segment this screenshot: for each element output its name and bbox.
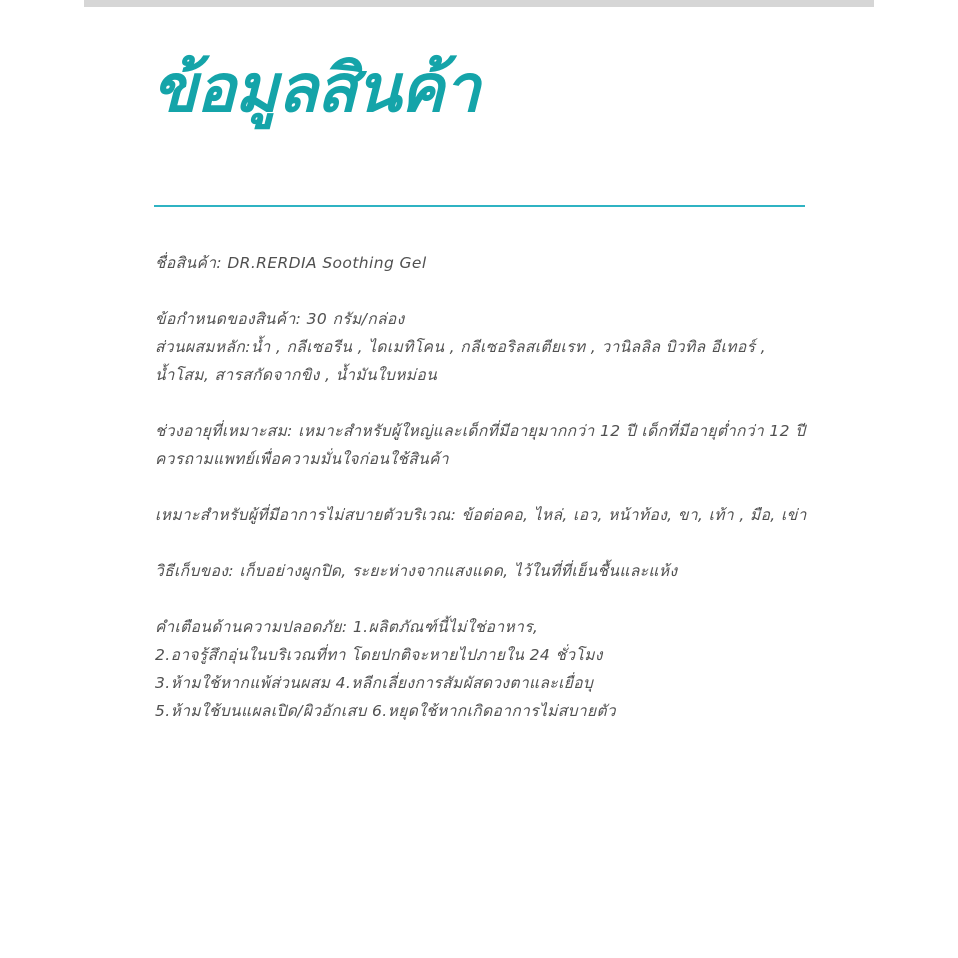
- specification-label: ข้อกำหนดของสินค้า:: [155, 310, 302, 328]
- warnings-section: [155, 613, 820, 725]
- storage-label: วิธีเก็บของ:: [155, 562, 234, 580]
- warnings-label: คำเตือนด้านความปลอดภัย:: [155, 618, 348, 636]
- title-divider: [154, 205, 805, 207]
- product-name-label: ชื่อสินค้า:: [155, 254, 222, 272]
- page-title: ข้อมูลสินค้า: [152, 50, 480, 127]
- warning-item-3: 3.ห้ามใช้หากแพ้ส่วนผสม 4.หลีกเลี่ยงการสัมผัสดวงตาและเยื่อบุ: [155, 674, 594, 692]
- storage-section: [155, 557, 820, 585]
- age-range-value: เหมาะสำหรับผู้ใหญ่และเด็กที่มีอายุมากกว่า 12 ปี เด็กที่มีอายุต่ำกว่า 12 ปี ควรถามแพทย์เพื่อความมั่นใจก่อนใช้สินค้า: [155, 422, 806, 468]
- warning-item-2: 2.อาจรู้สึกอุ่นในบริเวณที่ทา โดยปกติจะหายไปภายใน 24 ชั่วโมง: [155, 646, 603, 664]
- warning-item-4: 5.ห้ามใช้บนแผลเปิด/ผิวอักเสบ 6.หยุดใช้หากเกิดอาการไม่สบายตัว: [155, 702, 617, 720]
- product-info-body: [155, 249, 820, 753]
- storage-line: [155, 557, 820, 585]
- suitable-for-label: เหมาะสำหรับผู้ที่มีอาการไม่สบายตัวบริเวณ:: [155, 506, 457, 524]
- ingredients-line: [155, 333, 820, 389]
- storage-value: เก็บอย่างผูกปิด, ระยะห่างจากแสงแดด, ไว้ในที่ที่เย็นชื้นและแห้ง: [239, 562, 678, 580]
- age-range-line: [155, 417, 820, 473]
- specification-section: [155, 305, 820, 389]
- age-range-label: ช่วงอายุที่เหมาะสม:: [155, 422, 293, 440]
- top-border-bar: [84, 0, 874, 7]
- product-name-value: DR.RERDIA Soothing Gel: [227, 254, 427, 272]
- suitable-for-line: [155, 501, 820, 529]
- warning-item-1: 1.ผลิตภัณฑ์นี้ไม่ใช่อาหาร,: [352, 618, 539, 636]
- suitable-for-section: [155, 501, 820, 529]
- suitable-for-value: ข้อต่อคอ, ไหล่, เอว, หน้าท้อง, ขา, เท้า , มือ, เข่า: [461, 506, 807, 524]
- specification-value: 30 กรัม/กล่อง: [306, 310, 405, 328]
- specification-line: [155, 305, 820, 333]
- product-name-line: [155, 249, 820, 277]
- ingredients-value: น้ำ , กลีเซอรีน , ไดเมทิโคน , กลีเซอริลสเตียเรท , วานิลลิล บิวทิล อีเทอร์ , น้ำโสม, สารสกัดจากขิง , น้ำมันใบหม่อน: [155, 338, 766, 384]
- age-range-section: [155, 417, 820, 473]
- warning-line-1: [155, 613, 820, 641]
- ingredients-label: ส่วนผสมหลัก:: [155, 338, 251, 356]
- product-name-section: [155, 249, 820, 277]
